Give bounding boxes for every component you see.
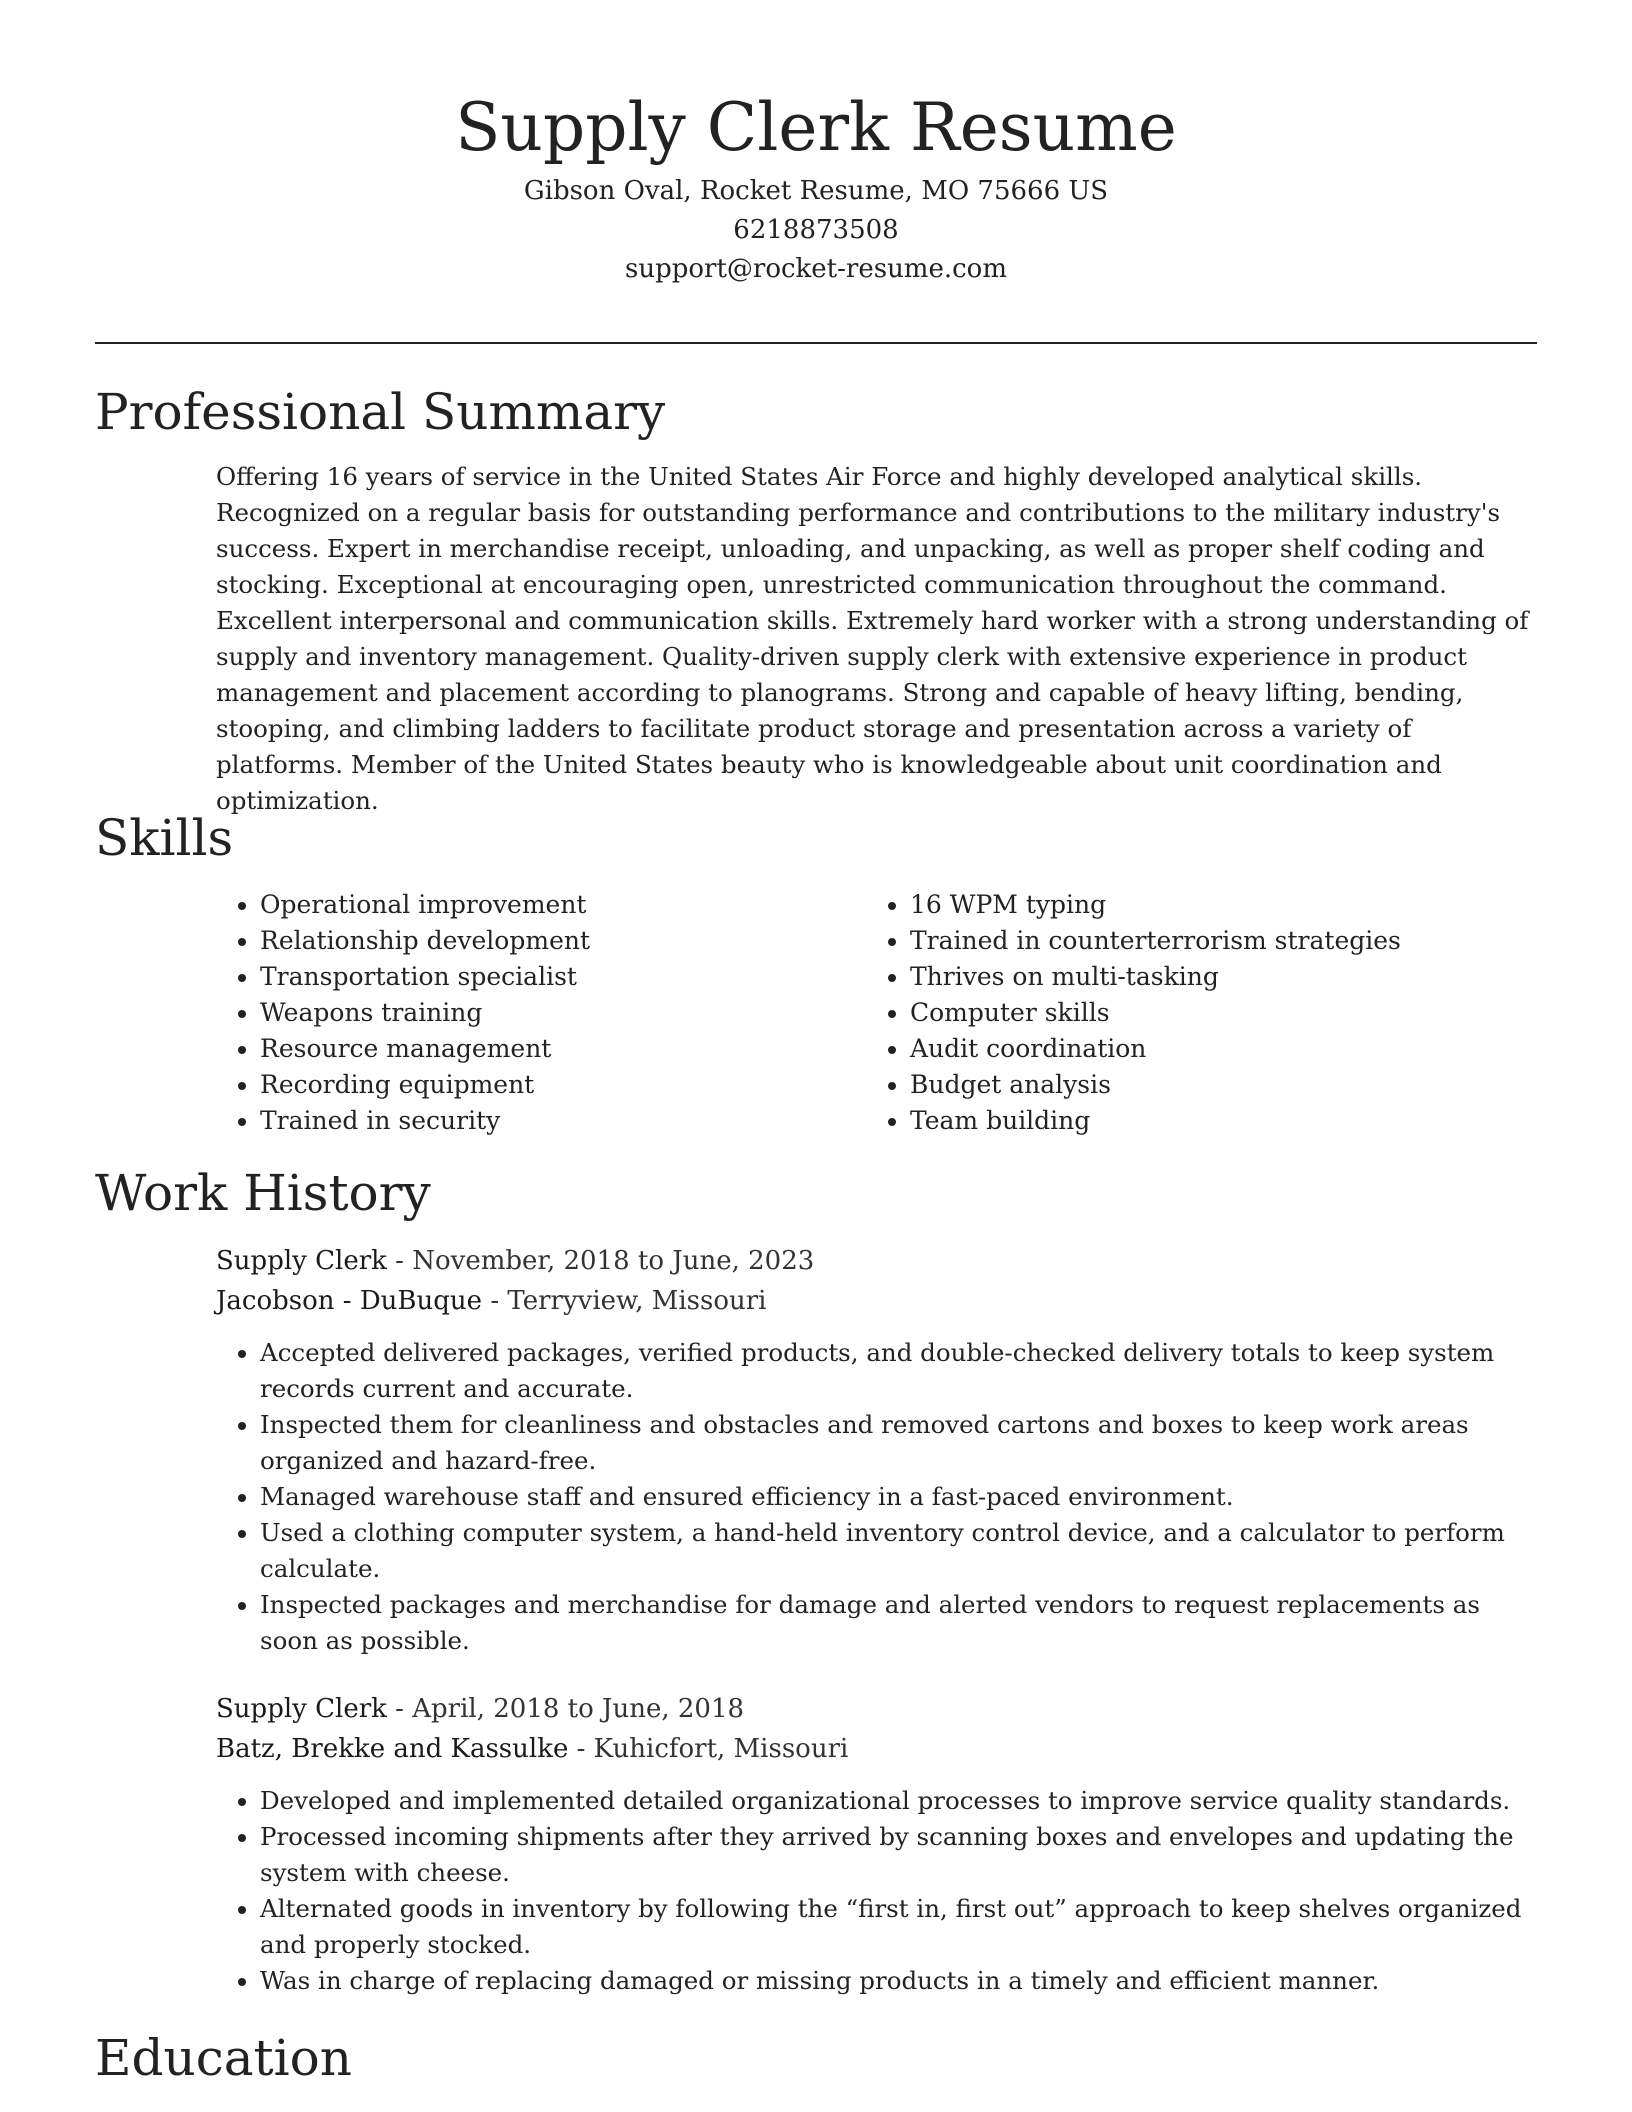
contact-email: support@rocket-resume.com (624, 254, 1007, 284)
resume-header (0, 84, 1632, 289)
skill-item: • Thrives on multi-tasking (910, 959, 1516, 995)
list-item: • Managed warehouse staff and ensured efficiency in a fast-paced environment. (260, 1479, 1540, 1515)
list-item: • Developed and implemented detailed organizational processes to improve service quality standards. (260, 1783, 1540, 1819)
list-item: • Processed incoming shipments after they arrived by scanning boxes and envelopes and updating the system with cheese. (260, 1819, 1540, 1891)
skill-item: • Transportation specialist (260, 959, 866, 995)
skills-heading: Skills (95, 809, 234, 867)
job-entry (216, 1689, 1540, 1999)
job-title: Supply Clerk (216, 1246, 387, 1276)
list-item: • Alternated goods in inventory by following the “first in, first out” approach to keep shelves organized and properly stocked. (260, 1891, 1540, 1963)
skill-item: • Trained in security (260, 1103, 866, 1139)
contact-phone: 6218873508 (733, 215, 899, 245)
job-dates: - November, 2018 to June, 2023 (386, 1246, 815, 1276)
job-title: Supply Clerk (216, 1694, 387, 1724)
job-company: Jacobson - DuBuque (216, 1286, 483, 1316)
skills-list (216, 887, 1540, 1139)
list-item: • Was in charge of replacing damaged or missing products in a timely and efficient manner. (260, 1963, 1540, 1999)
job-dates: - April, 2018 to June, 2018 (386, 1694, 745, 1724)
job-title-line (216, 1241, 1540, 1281)
skill-item: • Relationship development (260, 923, 866, 959)
skills-column-right (866, 887, 1516, 1139)
skill-item: • Team building (910, 1103, 1516, 1139)
list-item: • Inspected them for cleanliness and obstacles and removed cartons and boxes to keep work areas organized and hazard-free. (260, 1407, 1540, 1479)
skill-item: • Recording equipment (260, 1067, 866, 1103)
job-duties (216, 1335, 1540, 1659)
job-location: - Terryview, Missouri (482, 1286, 767, 1316)
skill-item: • Computer skills (910, 995, 1516, 1031)
page-title: Supply Clerk Resume (455, 89, 1177, 166)
work-history-heading: Work History (95, 1164, 431, 1222)
contact-info (0, 172, 1632, 289)
job-location: - Kuhicfort, Missouri (568, 1734, 849, 1764)
skill-item: • Resource management (260, 1031, 866, 1067)
job-company-line (216, 1729, 1540, 1769)
skills-column-left (216, 887, 866, 1139)
job-duties (216, 1783, 1540, 1999)
skill-item: • Trained in counterterrorism strategies (910, 923, 1516, 959)
job-company: Batz, Brekke and Kassulke (216, 1734, 569, 1764)
job-entry (216, 1241, 1540, 1659)
summary-text: Offering 16 years of service in the United States Air Force and highly developed analytical skills. Recognized on a regular basis for outstanding performance and contributions to the military industry's success. Expert in merchandise receipt, unloading, and unpacking, as well as proper shelf coding and stocking. Exceptional at encouraging open, unrestricted communication throughout the command. Excellent interpersonal and communication skills. Extremely hard worker with a strong understanding of supply and inventory management. Quality-driven supply clerk with extensive experience in product management and placement according to planograms. Strong and capable of heavy lifting, bending, stooping, and climbing ladders to facilitate product storage and presentation across a variety of platforms. Member of the United States beauty who is knowledgeable about unit coordination and optimization. (216, 462, 1529, 815)
header-divider (95, 342, 1537, 344)
education-heading: Education (95, 2029, 352, 2087)
list-item: • Accepted delivered packages, verified products, and double-checked delivery totals to keep system records current and accurate. (260, 1335, 1540, 1407)
skill-item: • Weapons training (260, 995, 866, 1031)
summary-heading: Professional Summary (95, 383, 666, 441)
job-title-line (216, 1689, 1540, 1729)
list-item: • Inspected packages and merchandise for damage and alerted vendors to request replacements as soon as possible. (260, 1587, 1540, 1659)
skill-item: • Audit coordination (910, 1031, 1516, 1067)
job-company-line (216, 1281, 1540, 1321)
skill-item: • Operational improvement (260, 887, 866, 923)
list-item: • Used a clothing computer system, a hand-held inventory control device, and a calculator to perform calculate. (260, 1515, 1540, 1587)
skill-item: • Budget analysis (910, 1067, 1516, 1103)
contact-address: Gibson Oval, Rocket Resume, MO 75666 US (523, 176, 1109, 206)
skill-item: • 16 WPM typing (910, 887, 1516, 923)
